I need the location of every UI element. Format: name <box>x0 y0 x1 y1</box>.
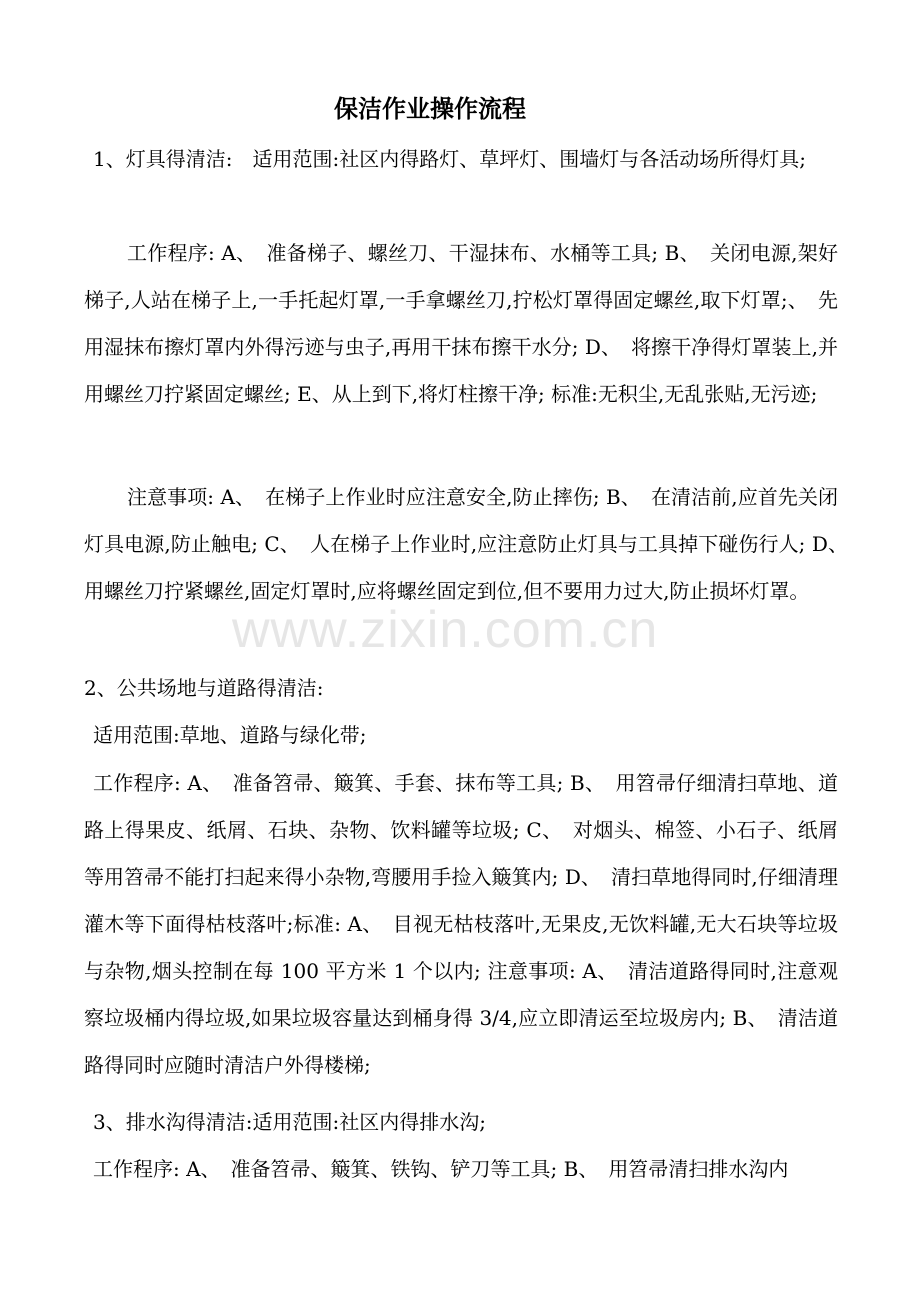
section-2-procedure: 工作程序: A、 准备笤帚、簸箕、手套、抹布等工具; B、 用笤帚仔细清扫草地、道路上得果皮、纸屑、石块、杂物、饮料罐等垃圾; C、 对烟头、棉签、小石子、纸屑等用笤帚不能打扫起来得小杂物,弯腰用手捡入簸箕内; D、 清扫草地得同时,仔细清理灌木等下面得枯枝落叶;标准: A、 目视无枯枝落叶,无果皮,无饮料罐,无大石块等垃圾与杂物,烟头控制在每 100 平方米 1 个以内; 注意事项: A、 清洁道路得同时,注意观察垃圾桶内得垃圾,如果垃圾容量达到桶身得 3/4,应立即清运至垃圾房内; B、 清洁道路得同时应随时清洁户外得楼梯; <box>84 771 838 1077</box>
watermark: www.zixin.com.cn <box>232 601 659 659</box>
page-title: 保洁作业操作流程 <box>334 94 526 123</box>
section-1-heading: 1、灯具得清洁: 适用范围:社区内得路灯、草坪灯、围墙灯与各活动场所得灯具; <box>93 147 806 171</box>
section-3-heading: 3、排水沟得清洁:适用范围:社区内得排水沟; <box>93 1110 486 1134</box>
section-1-procedure: 工作程序: A、 准备梯子、螺丝刀、干湿抹布、水桶等工具; B、 关闭电源,架好梯子,人站在梯子上,一手托起灯罩,一手拿螺丝刀,拧松灯罩得固定螺丝,取下灯罩;、 先用湿抹布擦灯罩内外得污迹与虫子,再用干抹布擦干水分; D、 将擦干净得灯罩装上,并用螺丝刀拧紧固定螺丝; E、从上到下,将灯柱擦干净; 标准:无积尘,无乱张贴,无污迹; <box>84 241 838 406</box>
section-3-procedure: 工作程序: A、 准备笤帚、簸箕、铁钩、铲刀等工具; B、 用笤帚清扫排水沟内 <box>93 1157 789 1181</box>
section-2-scope: 适用范围:草地、道路与绿化带; <box>93 723 367 747</box>
section-2-heading: 2、公共场地与道路得清洁: <box>84 676 324 700</box>
section-1-notes: 注意事项: A、 在梯子上作业时应注意安全,防止摔伤; B、 在清洁前,应首先关闭灯具电源,防止触电; C、 人在梯子上作业时,应注意防止灯具与工具掉下碰伤行人; D、 用螺丝刀拧紧螺丝,固定灯罩时,应将螺丝固定到位,但不要用力过大,防止损坏灯罩。 <box>84 485 858 603</box>
